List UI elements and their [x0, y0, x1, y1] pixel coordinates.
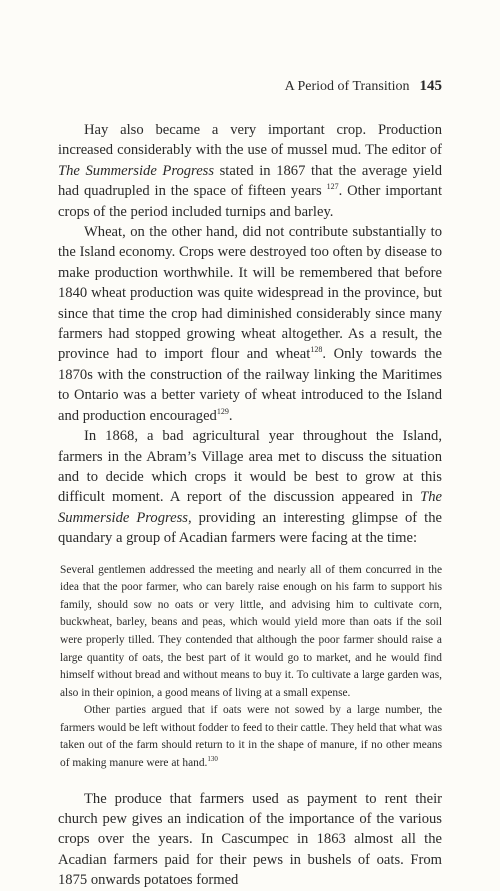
footnote-ref: 128 — [310, 345, 323, 355]
text-run: stated in 1867 that the average yield had quadrupled in the space of fifteen years — [58, 162, 442, 200]
text-run: . Only towards the 1870s with the construction of the railway linking the Maritimes to Ontario was a better variety of wheat introduced to the Island and production encouraged — [58, 346, 442, 424]
text-run: Hay also became a very important crop. Production increased considerably with the use of mussel mud. The editor of — [58, 122, 442, 159]
footnote-ref: 127 — [326, 182, 339, 192]
text-run: . — [228, 407, 233, 424]
running-title: A Period of Transition — [284, 79, 410, 94]
running-header — [285, 78, 442, 95]
text-run: Other parties argued that if oats were not sowed by a large number, the farmers would be left without fodder to feed to their cattle. They held that what was taken out of the farm should return to it in the shape of manure, if no other means of making manure were at hand. — [60, 704, 442, 770]
newspaper-title: The Summerside Progress — [58, 162, 215, 179]
page-number: 145 — [419, 78, 442, 94]
paragraph-hay — [58, 120, 442, 222]
newspaper-title: The Summerside Progress — [58, 489, 442, 526]
quote-paragraph: Several gentlemen addressed the meeting and nearly all of them concurred in the idea that the poor farmer, who can barely raise enough on his farm to support his family, should sow no oats or very little, and advising him to cultivate corn, buckwheat, barley, beans and peas, which would yield more than oats if the soil were properly tilled. They contended that although the poor farmer should raise a large quantity of oats, the best part of it would go to market, and he would find himself without bread and without means to buy it. To cultivate a large garden was, also in their opinion, a good means of living at a small expense. — [60, 563, 442, 699]
text-run: Wheat, on the other hand, did not contribute substantially to the Island economy. Crops were destroyed too often by disease to make production worthwhile. It will be remembered that before 1840 wheat production was quite widespread in the province, but since that time the crop had diminished considerably since many farmers had stopped growing wheat altogether. As a result, the province had to import flour and wheat — [58, 224, 442, 363]
text-run: , providing an interesting glimpse of the quandary a group of Acadian farmers were facing at the time: — [58, 509, 442, 547]
block-quote — [60, 562, 442, 773]
paragraph-wheat — [58, 222, 442, 426]
paragraph-pews: The produce that farmers used as payment to rent their church pew gives an indication of the importance of the various crops over the years. In Cascumpec in 1863 almost all the Acadian farmers paid for their pews in bushels of oats. From 1875 onwards potatoes formed — [58, 790, 442, 889]
quote-paragraph — [60, 702, 442, 772]
text-run: In 1868, a bad agricultural year throughout the Island, farmers in the Abram’s Village area met to discuss the situation and to decide which crops it would be best to grow at this difficult moment. A report of the discussion appeared in — [58, 428, 442, 506]
footnote-ref: 130 — [207, 755, 218, 764]
page-body — [58, 120, 442, 891]
text-run: . Other important crops of the period included turnips and barley. — [58, 183, 443, 220]
footnote-ref: 129 — [216, 406, 229, 416]
paragraph-1868 — [58, 426, 442, 548]
